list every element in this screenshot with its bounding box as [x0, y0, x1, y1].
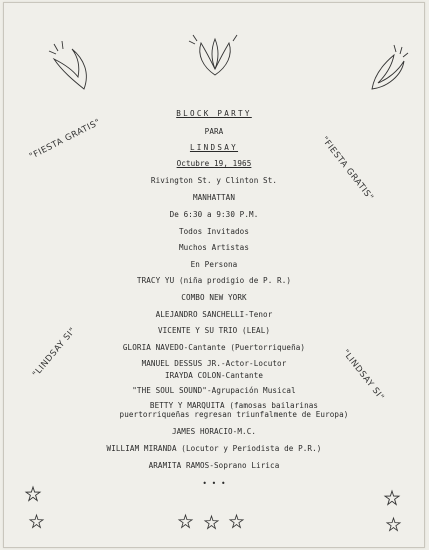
star-icon — [205, 516, 218, 529]
performer-line: IRAYDA COLON-Cantante — [164, 371, 264, 380]
candidate-name: LINDSAY — [189, 143, 239, 152]
flame-doodle-top-center — [189, 29, 241, 79]
star-icon — [179, 515, 192, 528]
para-text: PARA — [204, 127, 224, 136]
star-icon — [30, 515, 43, 528]
slogan-fiesta-gratis-right: "FIESTA GRATIS" — [319, 135, 376, 203]
performer-line: WILLIAM MIRANDA (Locutor y Periodista de P.R.) — [106, 444, 322, 453]
event-date: Octubre 19, 1965 — [176, 159, 252, 168]
performer-line: ALEJANDRO SANCHELLI-Tenor — [155, 310, 273, 319]
flame-doodle-top-left — [44, 41, 94, 93]
star-icon — [230, 515, 243, 528]
performer-line: VICENTE Y SU TRIO (LEAL) — [157, 326, 271, 335]
performer-line: JAMES HORACIO-M.C. — [171, 427, 257, 436]
slogan-lindsay-si-left: "LINDSAY SI" — [31, 325, 79, 380]
flyer-title: BLOCK PARTY — [176, 109, 252, 118]
flyer-page — [3, 2, 425, 548]
all-invited-text: Todos Invitados — [178, 227, 250, 236]
event-borough: MANHATTAN — [192, 193, 236, 202]
performer-line: MANUEL DESSUS JR.-Actor-Locutor — [141, 359, 287, 368]
slogan-fiesta-gratis-left: "FIESTA GRATIS" — [28, 117, 103, 162]
performer-line: ARAMITA RAMOS-Soprano Lirica — [148, 461, 280, 470]
performer-line: COMBO NEW YORK — [181, 293, 247, 302]
event-location: Rivington St. y Clinton St. — [150, 176, 278, 185]
event-time: De 6:30 a 9:30 P.M. — [169, 210, 259, 219]
star-icon — [387, 518, 400, 531]
end-marks: • • • — [202, 479, 226, 488]
performer-line: TRACY YU (niña prodigio de P. R.) — [136, 276, 292, 285]
performer-line: "THE SOUL SOUND"-Agrupación Musical — [132, 386, 296, 395]
performer-line: GLORIA NAVEDO-Cantante (Puertorriqueña) — [122, 343, 306, 352]
flame-doodle-top-right — [364, 43, 414, 93]
star-icon — [26, 487, 40, 501]
in-person-text: En Persona — [190, 260, 238, 269]
many-artists-text: Muchos Artistas — [178, 243, 250, 252]
slogan-lindsay-si-right: "LINDSAY SI" — [340, 348, 386, 403]
star-icon — [385, 491, 399, 505]
performer-line: BETTY Y MARQUITA (famosas bailarinas puertorriqueñas regresan triunfalmente de Europa) — [119, 401, 349, 419]
